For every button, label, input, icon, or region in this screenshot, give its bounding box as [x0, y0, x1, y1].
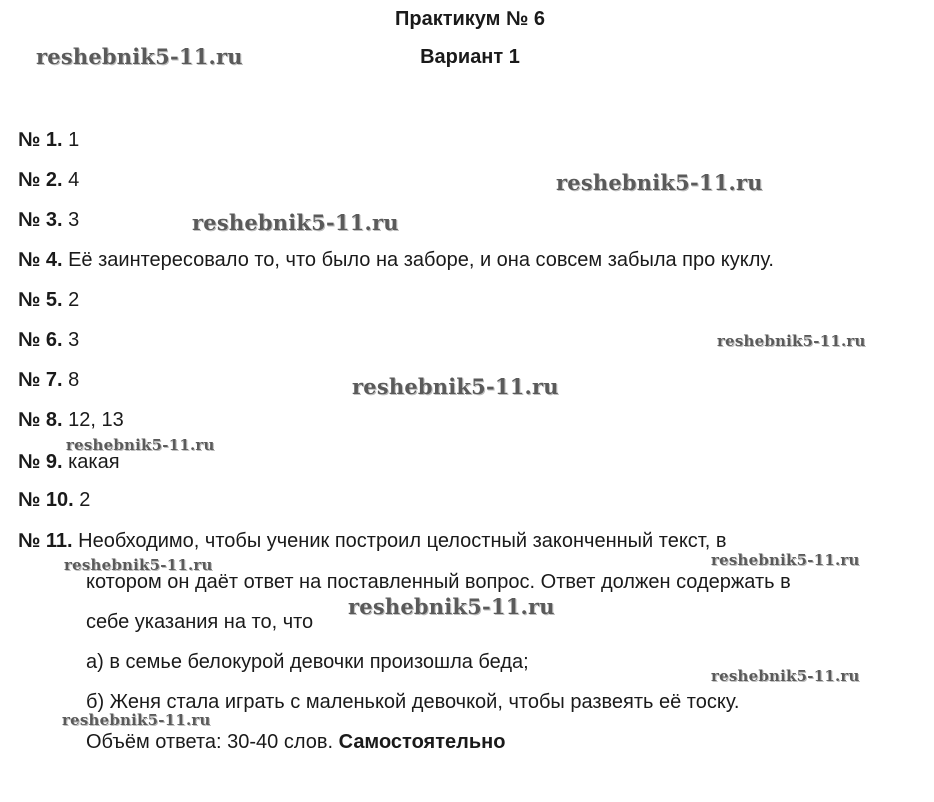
answer-item — [18, 287, 79, 313]
watermark: reshebnik5-11.ru — [348, 594, 555, 619]
answer-number: № 2. — [18, 169, 63, 191]
task11-text-line: а) в семье белокурой девочки произошла беда; — [86, 651, 529, 673]
answer-text: 2 — [79, 489, 91, 511]
answer-number: № 1. — [18, 129, 63, 151]
answer-text: 3 — [68, 209, 80, 231]
task11-volume-line — [86, 729, 505, 755]
watermark: reshebnik5-11.ru — [711, 667, 860, 685]
answer-item — [18, 487, 90, 513]
answer-item — [18, 247, 774, 273]
answer-number: № 8. — [18, 409, 63, 431]
answer-text: 3 — [68, 329, 80, 351]
task11-first-line — [18, 528, 726, 554]
answer-number: № 6. — [18, 329, 63, 351]
watermark: reshebnik5-11.ru — [62, 711, 211, 729]
answer-text: 4 — [68, 169, 80, 191]
answer-item — [18, 327, 79, 353]
task11-text-line: б) Женя стала играть с маленькой девочкой, чтобы развеять её тоску. — [86, 691, 740, 713]
answer-item — [18, 127, 79, 153]
task11-text-line: себе указания на то, что — [86, 611, 314, 633]
answer-number: № 5. — [18, 289, 63, 311]
answer-item — [18, 207, 79, 233]
answer-number: № 9. — [18, 451, 63, 473]
answer-item — [18, 407, 124, 433]
task11-volume-bold: Самостоятельно — [338, 731, 506, 753]
watermark: reshebnik5-11.ru — [192, 210, 399, 235]
task11-text-line: Необходимо, чтобы ученик построил целостный законченный текст, в — [78, 530, 727, 552]
answer-number: № 3. — [18, 209, 63, 231]
answer-number: № 7. — [18, 369, 63, 391]
answer-text: 2 — [68, 289, 80, 311]
answer-number: № 10. — [18, 489, 74, 511]
answer-item — [18, 167, 79, 193]
variant-heading: Вариант 1 — [420, 46, 520, 68]
page-title: Практикум № 6 — [394, 8, 545, 30]
watermark: reshebnik5-11.ru — [352, 374, 559, 399]
watermark: reshebnik5-11.ru — [66, 436, 215, 454]
answer-text: Её заинтересовало то, что было на заборе, и она совсем забыла про куклу. — [68, 249, 774, 271]
answer-number: № 4. — [18, 249, 63, 271]
answer-text: 1 — [68, 129, 80, 151]
watermark: reshebnik5-11.ru — [36, 44, 243, 69]
answer-item — [18, 367, 79, 393]
answer-text: 12, 13 — [68, 409, 124, 431]
watermark: reshebnik5-11.ru — [556, 170, 763, 195]
task11-text-line: котором он даёт ответ на поставленный вопрос. Ответ должен содержать в — [86, 571, 791, 593]
watermark: reshebnik5-11.ru — [711, 551, 860, 569]
watermark: reshebnik5-11.ru — [64, 556, 213, 574]
answer-text: 8 — [68, 369, 80, 391]
watermark: reshebnik5-11.ru — [717, 332, 866, 350]
answer-number: № 11. — [18, 530, 73, 552]
answer-text: какая — [68, 451, 120, 473]
task11-volume-text: Объём ответа: 30-40 слов. — [86, 731, 334, 753]
